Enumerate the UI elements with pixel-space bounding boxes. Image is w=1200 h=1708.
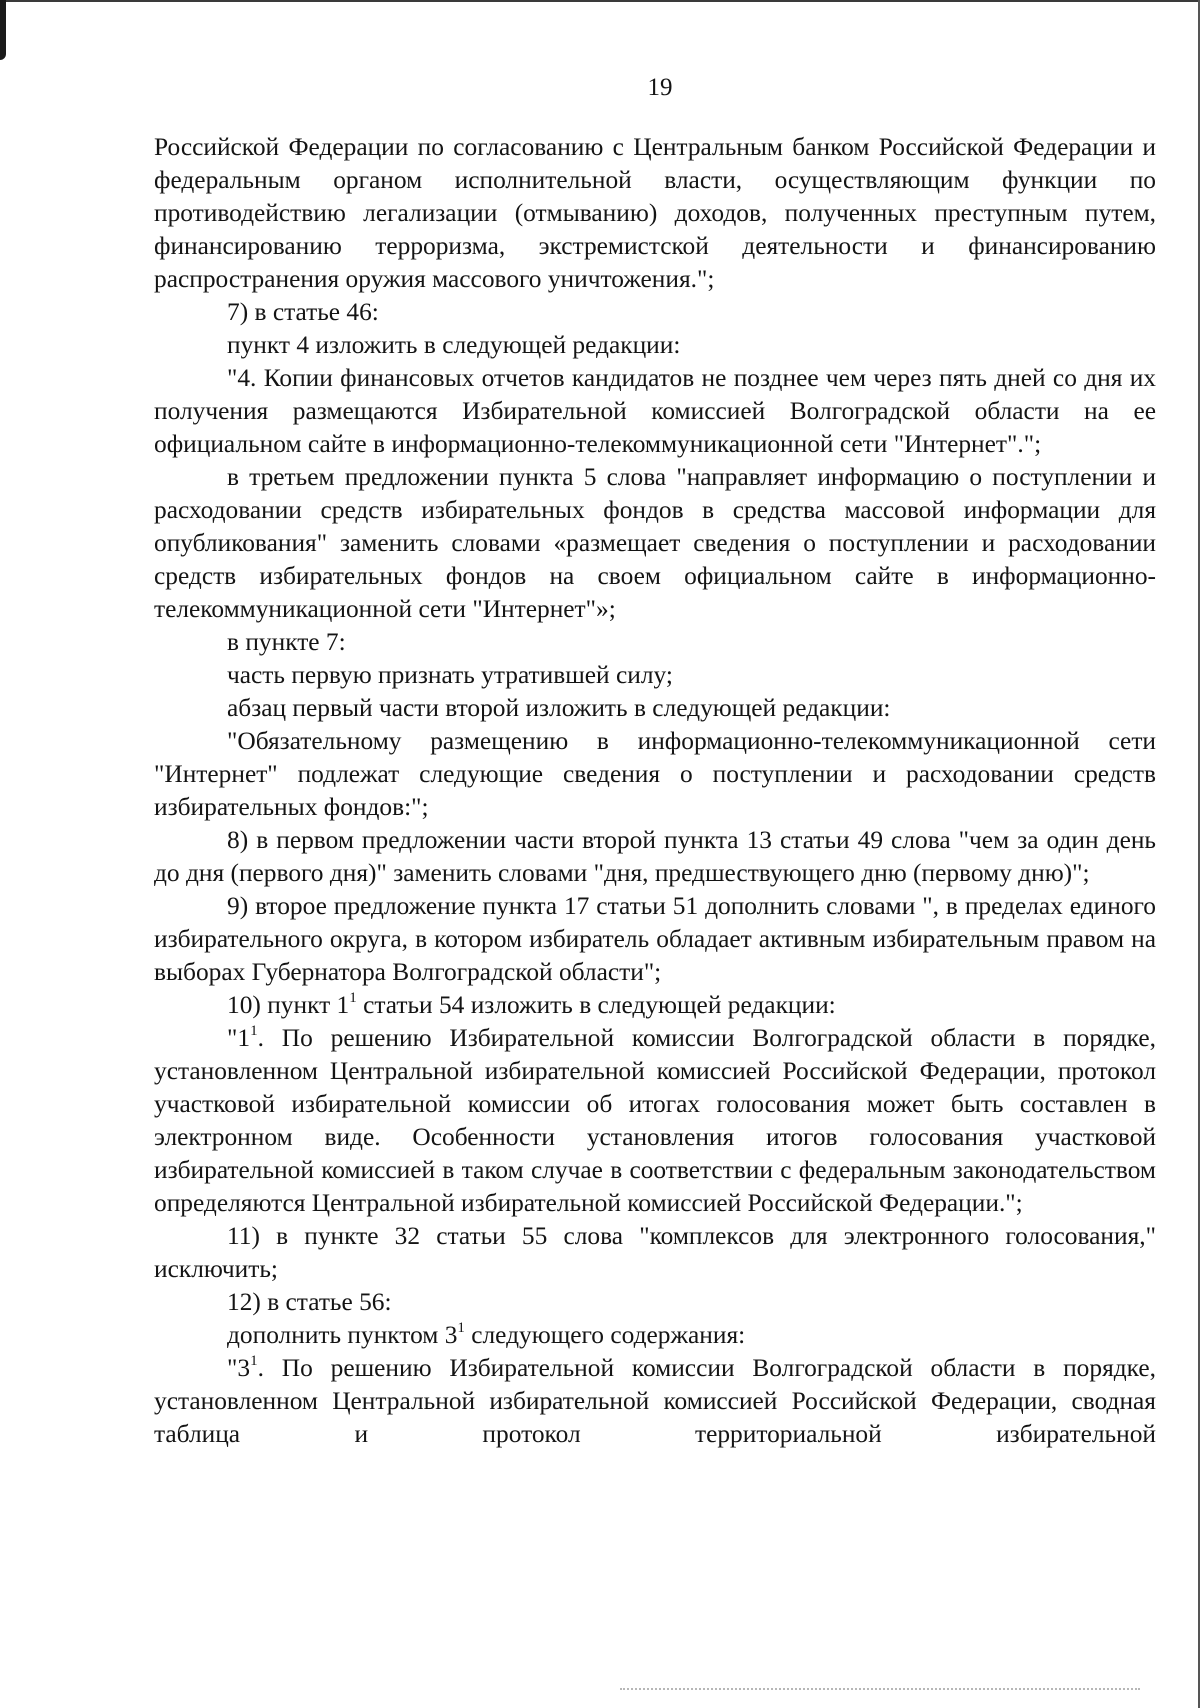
superscript: 1 xyxy=(457,1320,465,1336)
paragraph: в пункте 7: xyxy=(227,628,346,656)
paragraph xyxy=(154,1319,1156,1352)
superscript: 1 xyxy=(250,1353,258,1369)
paragraph-text: "1 xyxy=(227,1024,251,1052)
scan-noise xyxy=(620,1688,1140,1694)
paragraph: часть первую признать утратившей силу; xyxy=(227,661,673,689)
scan-edge-top xyxy=(0,0,1200,2)
paragraph: 9) второе предложение пункта 17 статьи 51 дополнить словами ", в пределах единого избирательного округа, в котором избиратель обладает активным избирательным правом на выборах Губернатора Волгоградской области"; xyxy=(154,892,1156,986)
page-number: 19 xyxy=(647,74,673,101)
paragraph: 11) в пункте 32 статьи 55 слова "комплексов для электронного голосования," исключить; xyxy=(154,1222,1156,1283)
paragraph: пункт 4 изложить в следующей редакции: xyxy=(227,331,681,359)
paragraph xyxy=(154,1022,1156,1220)
paragraph: 12) в статье 56: xyxy=(227,1288,392,1316)
paragraph-text: дополнить пунктом 3 xyxy=(227,1321,458,1349)
paragraph-text: . По решению Избирательной комиссии Волгоградской области в порядке, установленном Центральной избирательной комиссией Российской Федерации, протокол участковой избирательной комиссии об итогах голосования может быть составлен в электронном виде. Особенности установления итогов голосования участковой избирательной комиссией в таком случае в соответствии с федеральным законодательством определяются Центральной избирательной комиссией Российской Федерации."; xyxy=(154,1024,1156,1217)
paragraph: 8) в первом предложении части второй пункта 13 статьи 49 слова "чем за один день до дня (первого дня)" заменить словами "дня, предшествующего дню (первому дню)"; xyxy=(154,826,1156,887)
paragraph-text: статьи 54 изложить в следующей редакции: xyxy=(356,991,836,1019)
superscript: 1 xyxy=(349,990,357,1006)
paragraph: "4. Копии финансовых отчетов кандидатов не позднее чем через пять дней со дня их получения размещаются Избирательной комиссией Волгоградской области на ее официальном сайте в информационно-телекоммуникационной сети "Интернет"."; xyxy=(154,364,1156,458)
paragraph: абзац первый части второй изложить в следующей редакции: xyxy=(227,694,891,722)
scan-mark-left xyxy=(0,0,6,60)
paragraph: "Обязательному размещению в информационно-телекоммуникационной сети "Интернет" подлежат следующие сведения о поступлении и расходовании средств избирательных фондов:"; xyxy=(154,727,1156,821)
paragraph-text: "3 xyxy=(227,1354,251,1382)
paragraph: в третьем предложении пункта 5 слова "направляет информацию о поступлении и расходовании средств избирательных фондов в средства массовой информации для опубликования" заменить словами «размещает сведения о поступлении и расходовании средств избирательных фондов на своем официальном сайте в информационно-телекоммуникационной сети "Интернет"»; xyxy=(154,463,1156,623)
paragraph xyxy=(154,1352,1156,1451)
document-body xyxy=(154,131,1156,1451)
paragraph-text: следующего содержания: xyxy=(464,1321,746,1349)
superscript: 1 xyxy=(250,1023,258,1039)
paragraph xyxy=(154,989,1156,1022)
paragraph: Российской Федерации по согласованию с Центральным банком Российской Федерации и федеральным органом исполнительной власти, осуществляющим функции по противодействию легализации (отмыванию) доходов, полученных преступным путем, финансированию терроризма, экстремистской деятельности и финансированию распространения оружия массового уничтожения."; xyxy=(154,133,1156,293)
paragraph-text: . По решению Избирательной комиссии Волгоградской области в порядке, установленном Центральной избирательной комиссией Российской Федерации, сводная таблица и протокол территориальной избирательной xyxy=(154,1354,1156,1448)
paragraph-text: 10) пункт 1 xyxy=(227,991,350,1019)
paragraph: 7) в статье 46: xyxy=(227,298,379,326)
